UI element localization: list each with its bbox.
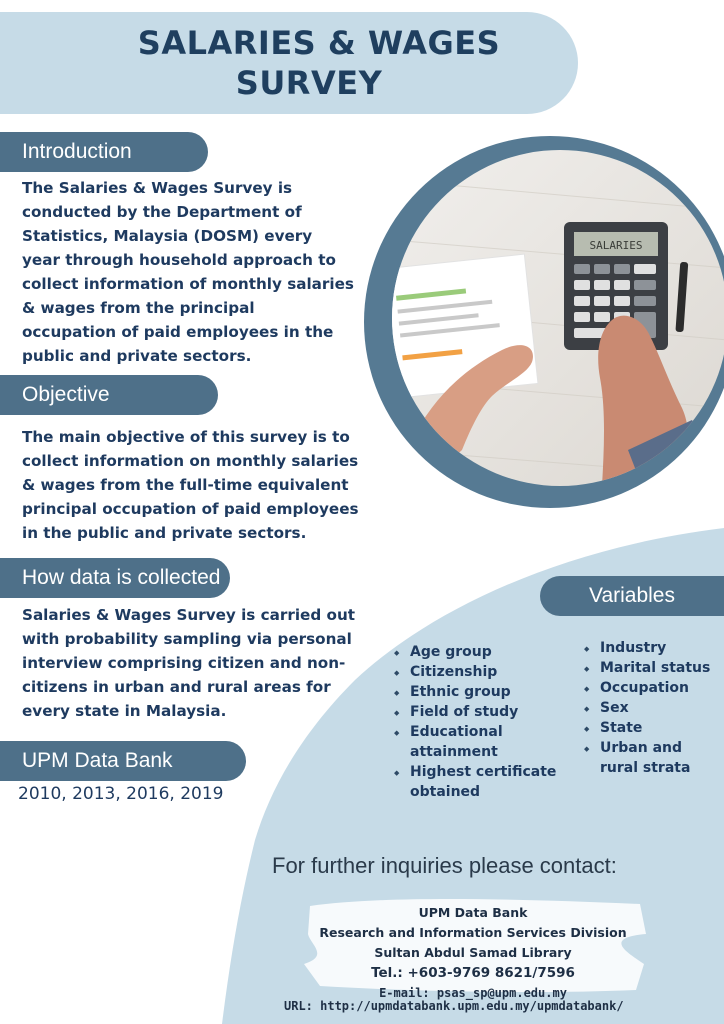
- variable-item: ◆ State: [584, 718, 714, 738]
- introduction-line: Statistics, Malaysia (DOSM) every: [22, 227, 313, 245]
- calculator-illustration: [392, 150, 724, 486]
- objective-line: & wages from the full-time equivalent: [22, 476, 349, 494]
- objective-heading: Objective: [0, 375, 218, 415]
- variables-list-right: [584, 638, 714, 778]
- data-collection-line: interview comprising citizen and non-: [22, 654, 346, 672]
- contact-division: Research and Information Services Division: [319, 925, 627, 940]
- data-collection-line: Salaries & Wages Survey is carried out: [22, 606, 356, 624]
- variable-item: ◆ Highest certificate obtained: [394, 762, 584, 802]
- variable-item: ◆ Occupation: [584, 678, 714, 698]
- data-collection-line: every state in Malaysia.: [22, 702, 227, 720]
- objective-line: in the public and private sectors.: [22, 524, 307, 542]
- variable-item: ◆ Citizenship: [394, 662, 584, 682]
- variable-item: ◆ Field of study: [394, 702, 584, 722]
- objective-line: principal occupation of paid employees: [22, 500, 359, 518]
- objective-line: The main objective of this survey is to: [22, 428, 350, 446]
- data-collection-text: [22, 603, 355, 723]
- variable-item: ◆ Industry: [584, 638, 714, 658]
- introduction-text: [22, 176, 354, 368]
- variables-heading: Variables: [540, 576, 724, 616]
- data-bank-years: 2010, 2013, 2016, 2019: [18, 784, 224, 804]
- contact-library: Sultan Abdul Samad Library: [374, 945, 572, 960]
- introduction-line: year through household approach to: [22, 251, 336, 269]
- contact-phone: Tel.: +603-9769 8621/7596: [371, 965, 575, 981]
- calculator-display-text: SALARIES: [589, 239, 643, 252]
- variables-list-left: [394, 642, 584, 802]
- variable-item: ◆ Educational attainment: [394, 722, 584, 762]
- variable-item: ◆ Sex: [584, 698, 714, 718]
- data-collection-line: citizens in urban and rural areas for: [22, 678, 331, 696]
- contact-heading: For further inquiries please contact:: [272, 853, 617, 878]
- introduction-line: & wages from the principal: [22, 299, 255, 317]
- introduction-line: collect information of monthly salaries: [22, 275, 354, 293]
- contact-url[interactable]: URL: http://upmdatabank.upm.edu.my/upmdatabank/: [284, 999, 624, 1013]
- contact-details: [290, 903, 656, 1003]
- data-collection-heading: How data is collected: [0, 558, 230, 598]
- calculator-photo: [392, 150, 724, 486]
- introduction-line: public and private sectors.: [22, 347, 252, 365]
- data-collection-line: with probability sampling via personal: [22, 630, 352, 648]
- introduction-line: conducted by the Department of: [22, 203, 302, 221]
- data-bank-heading: UPM Data Bank: [0, 741, 246, 781]
- variable-item: ◆ Urban and rural strata: [584, 738, 714, 778]
- contact-org: UPM Data Bank: [418, 905, 528, 920]
- title-banner: [0, 12, 578, 114]
- page-title-line-1: SALARIES & WAGES: [137, 24, 501, 62]
- introduction-line: occupation of paid employees in the: [22, 323, 334, 341]
- contact-email: E-mail: psas_sp@upm.edu.my: [379, 986, 567, 1000]
- objective-line: collect information on monthly salaries: [22, 452, 359, 470]
- objective-text: [22, 425, 359, 545]
- introduction-line: The Salaries & Wages Survey is: [22, 179, 293, 197]
- variable-item: ◆ Marital status: [584, 658, 714, 678]
- variable-item: ◆ Age group: [394, 642, 584, 662]
- introduction-heading: Introduction: [0, 132, 208, 172]
- page-title-line-2: SURVEY: [235, 64, 383, 102]
- variable-item: ◆ Ethnic group: [394, 682, 584, 702]
